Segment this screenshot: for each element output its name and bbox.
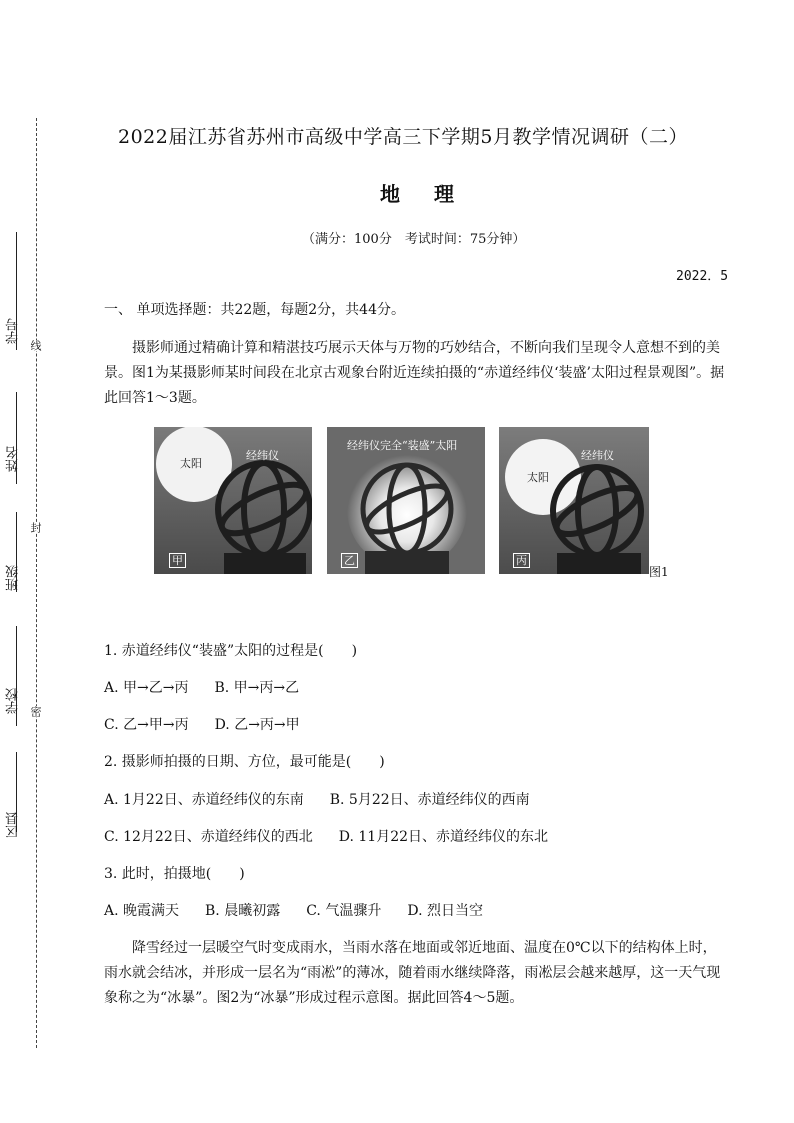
- question-1-options-row-1: [104, 677, 325, 697]
- photo-bing: [499, 427, 649, 574]
- school-label: 学校: [6, 688, 21, 714]
- question-3-option-d[interactable]: D. 烈日当空: [407, 903, 483, 919]
- question-1-option-a[interactable]: A. 甲→乙→丙: [104, 680, 189, 696]
- binding-dashed-line: [36, 118, 37, 1048]
- exam-title: 2022届江苏省苏州市高级中学高三下学期5月教学情况调研（二）: [118, 126, 688, 148]
- cut-mark-seal: 封: [29, 522, 42, 533]
- question-2-options-row-1: [104, 789, 556, 809]
- exam-meta: （满分：100分 考试时间：75分钟）: [302, 232, 526, 247]
- question-1-options-row-2: [104, 714, 326, 734]
- photo-yi: [327, 427, 485, 574]
- question-1-option-c[interactable]: C. 乙→甲→丙: [104, 717, 189, 733]
- cut-mark-closed: 密: [29, 706, 42, 717]
- question-3-option-a[interactable]: A. 晚霞满天: [104, 903, 180, 919]
- question-1-option-b[interactable]: B. 甲→丙→乙: [214, 680, 300, 696]
- question-1-option-d[interactable]: D. 乙→丙→甲: [214, 717, 300, 733]
- photo-bing-sun-label: 太阳: [527, 471, 549, 484]
- question-3-options-row: [104, 900, 509, 920]
- question-2-option-d[interactable]: D. 11月22日、赤道经纬仪的东北: [338, 829, 549, 845]
- photo-jia: [154, 427, 312, 574]
- student-id-label: 学号: [6, 318, 21, 344]
- question-2-option-c[interactable]: C. 12月22日、赤道经纬仪的西北: [104, 829, 313, 845]
- photo-bing-image: [499, 427, 649, 574]
- photo-jia-image: [154, 427, 312, 574]
- exam-date: 2022．5: [676, 269, 729, 284]
- question-2-options-row-2: [104, 826, 574, 846]
- photo-bing-tag: 丙: [513, 553, 530, 568]
- photo-jia-sun-label: 太阳: [180, 457, 202, 470]
- question-3-option-b[interactable]: B. 晨曦初露: [205, 903, 281, 919]
- passage-1: 摄影师通过精确计算和精湛技巧展示天体与万物的巧妙结合，不断向我们呈现令人意想不到的美景。图1为某摄影师某时间段在北京古观象台附近连续拍摄的“赤道经纬仪‘装盛’太阳过程景观图”。据此回答1～3题。: [104, 340, 725, 406]
- class-label: 班级: [6, 565, 21, 591]
- question-1-stem: 1. 赤道经纬仪“装盛”太阳的过程是( ): [104, 643, 358, 659]
- figure-1-caption: 图1: [649, 565, 669, 579]
- question-2-option-a[interactable]: A. 1月22日、赤道经纬仪的东南: [104, 792, 304, 808]
- name-label: 姓名: [6, 446, 21, 472]
- photo-jia-tag: 甲: [169, 553, 186, 568]
- passage-2: 降雪经过一层暖空气时变成雨水，当雨水落在地面或邻近地面、温度在0℃以下的结构体上时，雨水就会结冰，并形成一层名为“雨凇”的薄冰，随着雨水继续降落，雨凇层会越来越厚，这一天气现象称之为“冰暴”。图2为“冰暴”形成过程示意图。据此回答4～5题。: [104, 940, 721, 1006]
- section-heading: 一、 单项选择题：共22题，每题2分，共44分。: [104, 302, 405, 318]
- photo-bing-label: 经纬仪: [581, 449, 614, 462]
- question-2-stem: 2. 摄影师拍摄的日期、方位，最可能是( ): [104, 754, 385, 770]
- photo-yi-label: 经纬仪完全“装盛”太阳: [347, 439, 458, 452]
- subject-title: 地理: [380, 182, 488, 206]
- question-3-stem: 3. 此时，拍摄地( ): [104, 866, 245, 882]
- question-2-option-b[interactable]: B. 5月22日、赤道经纬仪的西南: [329, 792, 530, 808]
- photo-yi-tag: 乙: [341, 553, 358, 568]
- district-label: 区县: [6, 812, 21, 838]
- question-3-option-c[interactable]: C. 气温骤升: [306, 903, 382, 919]
- photo-jia-label: 经纬仪: [246, 449, 279, 462]
- cut-mark-line: 线: [29, 340, 42, 351]
